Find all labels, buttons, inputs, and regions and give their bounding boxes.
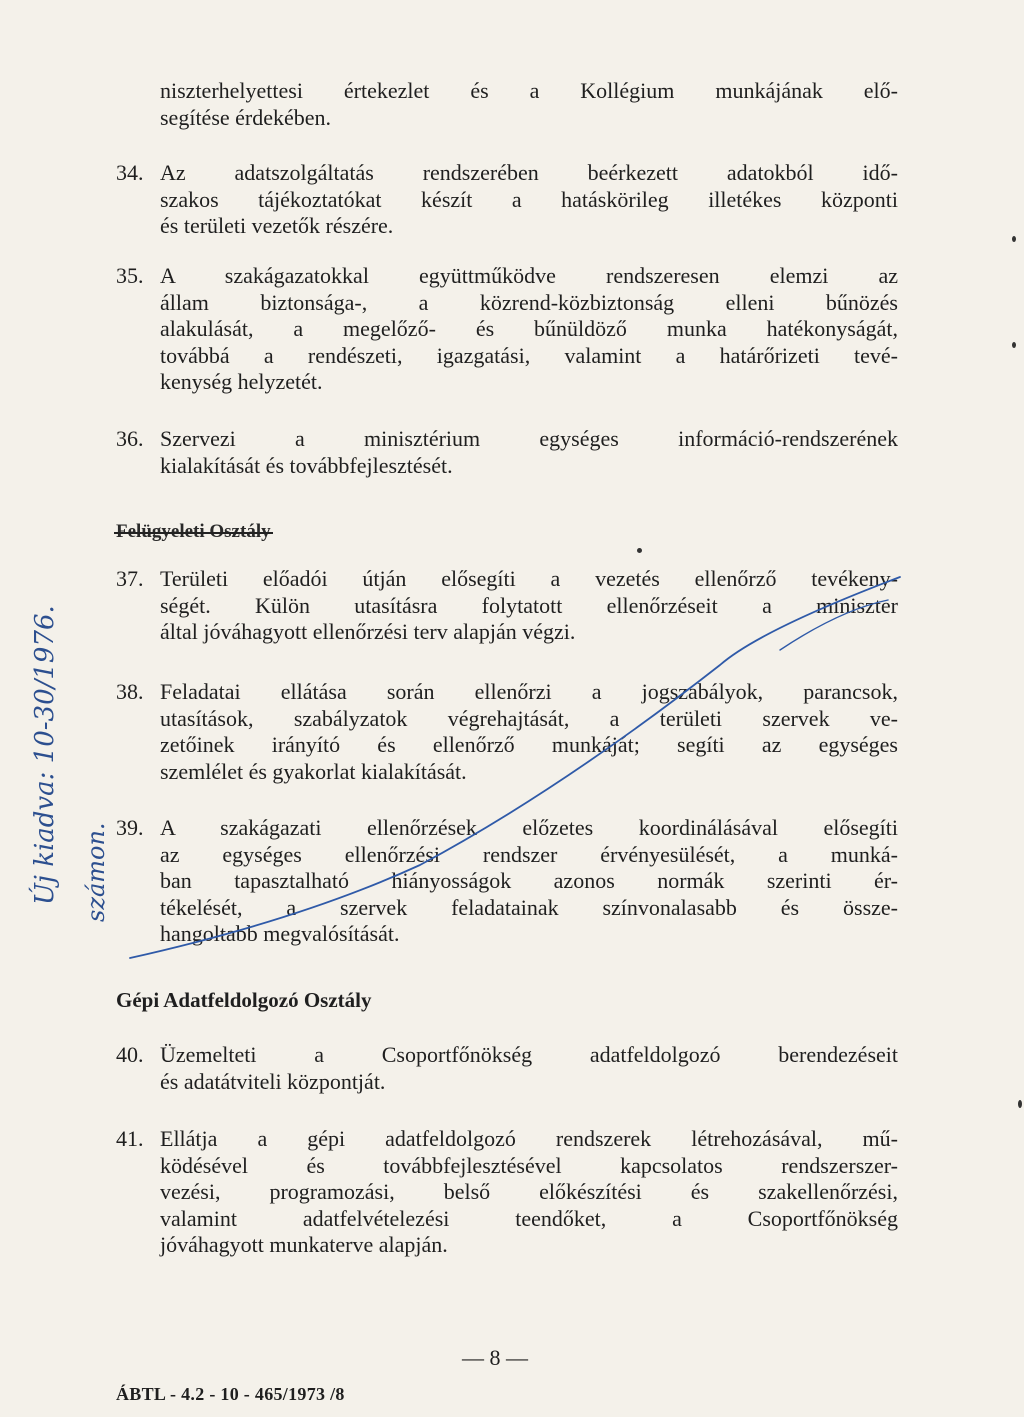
- item-line: Üzemelteti a Csoportfőnökség adatfeldolgozó berendezéseit: [160, 1042, 898, 1067]
- item-number: 39.: [116, 815, 144, 840]
- item-line: az egységes ellenőrzési rendszer érvényesülését, a munká-: [160, 841, 898, 867]
- scan-speck: [1012, 236, 1016, 242]
- item-line: Szervezi a minisztérium egységes információ-rendszerének: [160, 426, 898, 451]
- item-line: kenység helyzetét.: [160, 369, 323, 394]
- item-line: által jóváhagyott ellenőrzési terv alapján végzi.: [160, 619, 576, 644]
- item-line: alakulását, a megelőző- és bűnüldöző munka hatékonyságát,: [160, 316, 898, 341]
- item-line: szakos tájékoztatókat készít a hatáskörileg illetékes központi: [160, 186, 898, 212]
- item-line: utasítások, szabályzatok végrehajtását, a területi szervek ve-: [160, 705, 898, 731]
- item-number: 37.: [116, 566, 144, 591]
- item-line: ban tapasztalható hiányosságok azonos normák szerinti ér-: [160, 868, 898, 893]
- item-line: és területi vezetők részére.: [160, 213, 394, 238]
- archive-reference: ÁBTL - 4.2 - 10 - 465/1973 /8: [116, 1384, 345, 1404]
- item-number: 41.: [116, 1126, 144, 1151]
- item-line: tékelését, a szervek feladatainak színvonalasabb és össze-: [160, 894, 898, 920]
- item-line: hangoltabb megvalósítását.: [160, 921, 400, 946]
- intro-line-2: segítése érdekében.: [160, 104, 332, 130]
- item-number: 40.: [116, 1042, 144, 1067]
- item-line: Területi előadói útján elősegíti a vezetés ellenőrző tevékeny-: [160, 566, 898, 591]
- item-line: Az adatszolgáltatás rendszerében beérkezett adatokból idő-: [160, 160, 898, 185]
- item-number: 35.: [116, 263, 144, 288]
- section-heading-gepi: Gépi Adatfeldolgozó Osztály: [116, 988, 372, 1012]
- item-line: jóváhagyott munkaterve alapján.: [160, 1232, 448, 1257]
- handwritten-note-line-2: számon.: [82, 822, 110, 922]
- handwritten-note-line-1: Új kiadva: 10-30/1976.: [30, 605, 60, 905]
- item-line: Feladatai ellátása során ellenőrzi a jogszabályok, parancsok,: [160, 679, 898, 704]
- scan-speck: [637, 548, 642, 553]
- intro-line-1: niszterhelyettesi értekezlet és a Kollégium munkájának elő-: [160, 78, 898, 103]
- struck-heading: Felügyeleti Osztály: [116, 521, 271, 542]
- page-number: — 8 —: [462, 1345, 528, 1370]
- item-line: kialakítását és továbbfejlesztését.: [160, 452, 453, 478]
- item-line: szemlélet és gyakorlat kialakítását.: [160, 758, 467, 784]
- item-line: Ellátja a gépi adatfeldolgozó rendszerek létrehozásával, mű-: [160, 1126, 898, 1151]
- item-line: állam biztonsága-, a közrend-közbiztonság elleni bűnözés: [160, 289, 898, 315]
- item-line: zetőinek irányító és ellenőrző munkáját; segíti az egységes: [160, 732, 898, 757]
- item-number: 36.: [116, 426, 144, 451]
- item-line: valamint adatfelvételezési teendőket, a Csoportfőnökség: [160, 1205, 898, 1231]
- item-line: vezési, programozási, belső előkészítési és szakellenőrzési,: [160, 1179, 898, 1204]
- item-line: ködésével és továbbfejlesztésével kapcsolatos rendszerszer-: [160, 1152, 898, 1178]
- item-line: és adatátviteli központját.: [160, 1068, 386, 1094]
- item-number: 38.: [116, 679, 144, 704]
- item-line: A szakágazatokkal együttműködve rendszeresen elemzi az: [160, 263, 898, 288]
- item-line: ségét. Külön utasításra folytatott ellenőrzéseit a miniszter: [160, 592, 898, 618]
- scan-speck: [1012, 342, 1016, 348]
- item-line: A szakágazati ellenőrzések előzetes koordinálásával elősegíti: [160, 815, 898, 840]
- scan-speck: [1018, 1100, 1022, 1108]
- item-line: továbbá a rendészeti, igazgatási, valamint a határőrizeti tevé-: [160, 342, 898, 368]
- item-number: 34.: [116, 160, 144, 185]
